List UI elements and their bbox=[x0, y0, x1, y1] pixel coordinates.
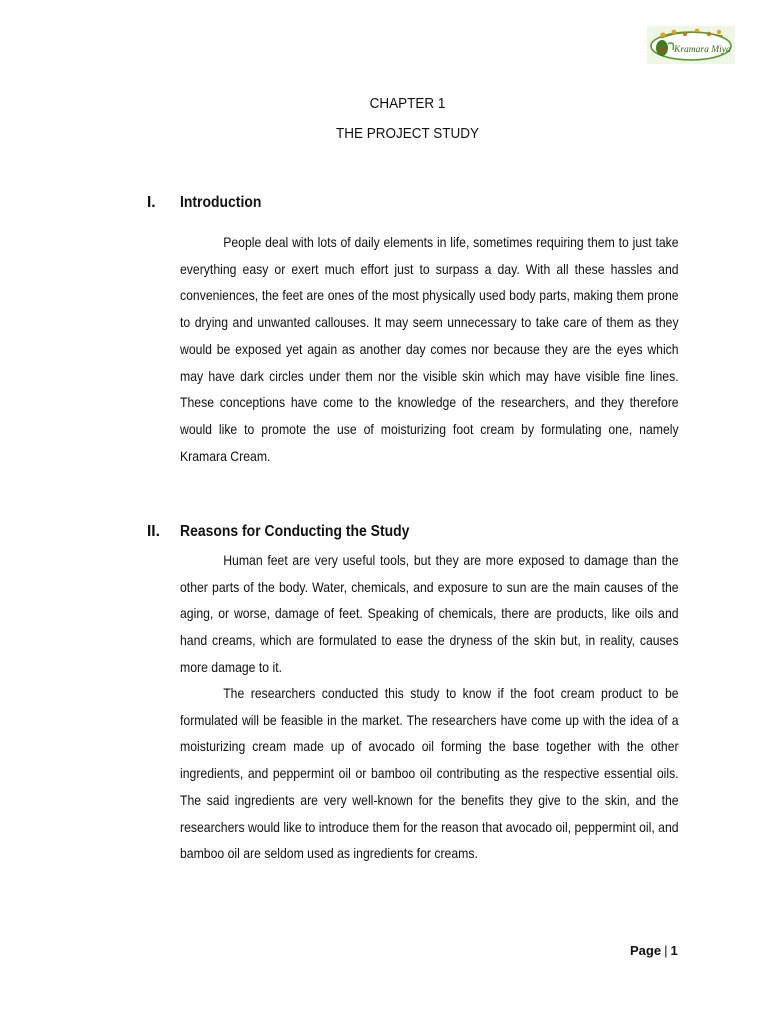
section-title: Reasons for Conducting the Study bbox=[180, 523, 410, 540]
paragraph-introduction: People deal with lots of daily elements in life, sometimes requiring them to just take everything easy or exert much effort just to surpass a day. With all these hassles and conveniences, the feet are ones of the most physically used body parts, making them prone to drying and unwanted callouses. It may seem unnecessary to take care of them as they would be exposed yet again as another day comes nor because they are the eyes which may have dark circles under them nor the visible skin which may have visible fine lines. These conceptions have come to the knowledge of the researchers, and they therefore would like to promote the use of moisturizing foot cream by formulating one, namely Kramara Cream. bbox=[180, 235, 679, 464]
page-number: 1 bbox=[670, 943, 678, 958]
page-separator: | bbox=[664, 943, 668, 958]
paragraph-reasons-1: Human feet are very useful tools, but they are more exposed to damage than the other parts of the body. Water, chemicals, and exposure to sun are the main causes of the aging, or worse, damage of feet. Speaking of chemicals, there are products, like oils and hand creams, which are formulated to ease the dryness of the skin but, in reality, causes more damage to it. bbox=[180, 553, 679, 675]
section-number: II. bbox=[147, 523, 160, 540]
paragraph-reasons-2: The researchers conducted this study to know if the foot cream product to be formulated will be feasible in the market. The researchers have come up with the idea of a moisturizing cream made up of avocado oil forming the base together with the other ingredients, and peppermint oil or bamboo oil contributing as the respective essential oils. The said ingredients are very well-known for the benefits they give to the skin, and the researchers would like to introduce them for the reason that avocado oil, peppermint oil, and bamboo oil are seldom used as ingredients for creams. bbox=[180, 686, 679, 862]
section-title: Introduction bbox=[180, 194, 262, 211]
kramara-miya-logo bbox=[647, 26, 735, 64]
chapter-label: CHAPTER 1 bbox=[369, 95, 446, 112]
section-number: I. bbox=[147, 194, 156, 211]
page-footer bbox=[630, 943, 678, 958]
page-label: Page bbox=[630, 943, 662, 958]
logo-text: Kramara Miya bbox=[674, 45, 731, 55]
chapter-title: THE PROJECT STUDY bbox=[335, 125, 479, 142]
